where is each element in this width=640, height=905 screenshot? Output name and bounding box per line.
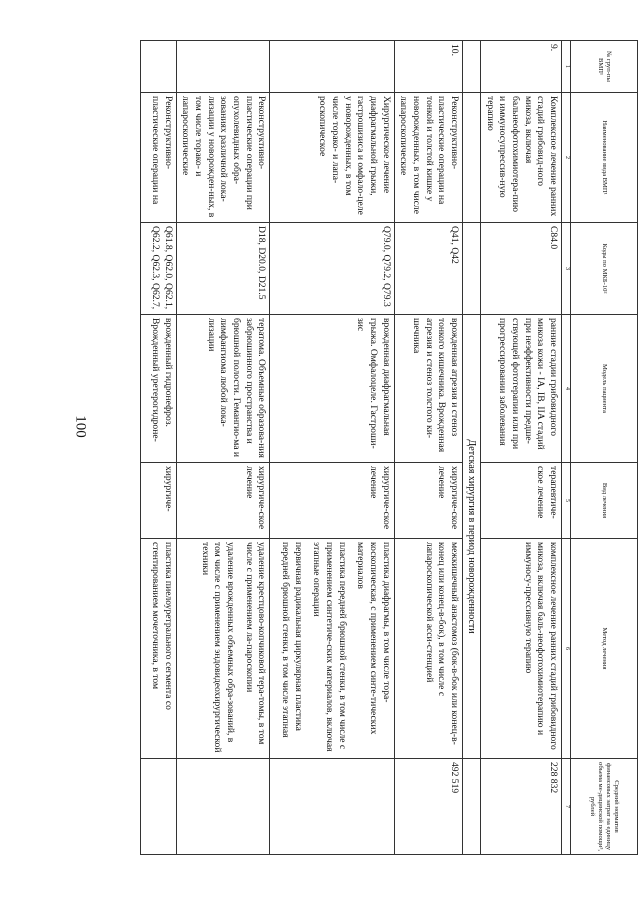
vmp-table [140, 40, 638, 855]
cell-treatment-type: хирургиче-ское лечение [394, 463, 462, 539]
section-spacer [462, 93, 480, 223]
cell-vmp-name: Реконструктивно-пластические операции на тонкой и толстой кишке у новорожденных, в том числе лапароскопические [394, 93, 462, 223]
column-number-row [562, 41, 571, 855]
cell-treatment-type: хирургиче- [140, 463, 176, 539]
header-treatment-method: Метод лечения [571, 539, 638, 759]
section-body [462, 41, 480, 855]
cell-cost [270, 759, 394, 855]
cell-treatment-method [176, 539, 270, 759]
table-row [140, 41, 176, 855]
cell-vmp-name: Реконструктивно-пластические операции при опухолевидных обра-зованиях различной лока-лизации у новорожден-ных, в том числе торако- и лапароскопические [176, 93, 270, 223]
header-row [571, 41, 638, 855]
cell-patient-model: тератома. Объемные образова-ния забрюшинного пространства и брюшной полости. Гемангио-ма и лимфангиома любой лока-лизации [176, 315, 270, 463]
cell-icd-codes: Q79.0, Q79.2, Q79.3 [270, 223, 394, 315]
cell-group-number [270, 41, 394, 93]
table-body-top [481, 41, 562, 855]
header-icd-codes: Коды по МКБ-10² [571, 223, 638, 315]
method-paragraph: пластика передней брюшной стенки, в том числе с применением синтетиче-ских материалов, включая этапные операции [311, 542, 348, 752]
cell-group-number: 10. [394, 41, 462, 93]
cell-treatment-type: хирургиче-ское лечение [270, 463, 394, 539]
column-number: 6 [562, 539, 571, 759]
table-row [270, 41, 394, 855]
cell-group-number: 9. [481, 41, 562, 93]
cell-cost: 228 832 [481, 759, 562, 855]
cell-cost: 492 519 [394, 759, 462, 855]
cell-treatment-method [140, 539, 176, 759]
cell-patient-model: ранние стадии грибовидного микоза кожи - IA, IB, IIA стадий при неэффективности предше-ствующей фототерапии или при прогрессировании заболевания [481, 315, 562, 463]
method-paragraph: удаление врожденных объемных обра-зований, в том числе с применением эндовидеохирургической техники [199, 542, 237, 753]
table-row [176, 41, 270, 855]
header-patient-model: Модель пациента [571, 315, 638, 463]
section-spacer [462, 41, 480, 93]
method-paragraph: первичная радикальная циркулярная пластика передней брюшной стенки, в том числе этапная [280, 542, 304, 738]
cell-group-number [176, 41, 270, 93]
section-title: Детская хирургия в период новорожденности [462, 315, 480, 759]
table-row [394, 41, 462, 855]
cell-vmp-name: Хирургическое лечение диафрагмальной грыжи, гастрошизиса и омфало-целе у новорожденных, в том числе торако- и лапа-роскопическое [270, 93, 394, 223]
method-paragraph: межкишечный анастомоз (бок-в-бок или конец-в-конец или конец-в-бок), в том числе с лапароскопической асси-стенцией [423, 542, 460, 745]
rotated-table-container [93, 40, 638, 854]
cell-patient-model: врожденная диафрагмальная грыжа. Омфалоцеле. Гастроши-зис [270, 315, 394, 463]
table-body-bottom [140, 41, 462, 855]
cell-patient-model: врожденный гидронефроз. Врожденный уретерогидроне- [140, 315, 176, 463]
column-number: 5 [562, 463, 571, 539]
method-paragraph: комплексное лечение ранних стадий грибовидного микоза, включая баль-неофотохимиотерапию и иммуносу-прессивную терапию [522, 542, 560, 750]
method-paragraph: пластика диафрагмы, в том числе тора-коскопическая, с применением синте-тических материалов [355, 542, 392, 735]
method-paragraph: пластика пиелоуретрального сегмента со стентированием мочеточника, в том [150, 542, 174, 710]
column-number: 2 [562, 93, 571, 223]
method-paragraph: удаление крестцово-копчиковой тера-томы, в том числе с применением ла-пароскопии [243, 542, 268, 745]
cell-patient-model: врожденная атрезия и стеноз тонкого кишечника. Врожденная атрезия и стеноз толстого ки-шечника [394, 315, 462, 463]
cell-treatment-method [394, 539, 462, 759]
page-number: 100 [72, 415, 89, 438]
header-treatment-type: Вид лечения [571, 463, 638, 539]
column-number: 7 [562, 759, 571, 855]
cell-vmp-name: Комплексное лечение ранних стадий грибовид-ного микоза, включая бальнеофотохимиотера-пию и иммуносупрессив-ную терапию [481, 93, 562, 223]
section-row [462, 41, 480, 855]
column-number: 4 [562, 315, 571, 463]
header-vmp-name: Наименование вида ВМП¹ [571, 93, 638, 223]
cell-icd-codes: Q61.8, Q62.0, Q62.1, Q62.2, Q62.3, Q62.7, [140, 223, 176, 315]
section-spacer [462, 223, 480, 315]
header-cost: Средний норматив финансовых затрат на единицу объема ме-дицинской помощи³, рублей [571, 759, 638, 855]
column-number: 3 [562, 223, 571, 315]
cell-icd-codes: Q41, Q42 [394, 223, 462, 315]
cell-cost [176, 759, 270, 855]
table-row [481, 41, 562, 855]
cell-treatment-method [270, 539, 394, 759]
cell-group-number [140, 41, 176, 93]
cell-treatment-type: хирургиче-ское лечение [176, 463, 270, 539]
cell-treatment-method [481, 539, 562, 759]
header-group-number: № груп-пы ВМП¹ [571, 41, 638, 93]
section-spacer [462, 759, 480, 855]
cell-icd-codes: D18, D20.0, D21.5 [176, 223, 270, 315]
cell-treatment-type: терапевтиче-ское лечение [481, 463, 562, 539]
column-number: 1 [562, 41, 571, 93]
cell-cost [140, 759, 176, 855]
cell-vmp-name: Реконструктивно-пластические операции на [140, 93, 176, 223]
cell-icd-codes: C84.0 [481, 223, 562, 315]
